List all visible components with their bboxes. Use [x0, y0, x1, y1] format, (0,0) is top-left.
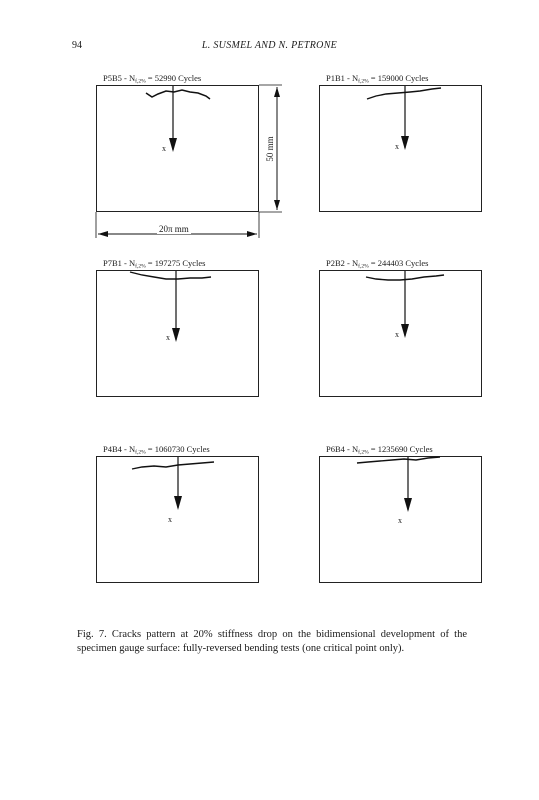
panel-label-prefix: P2B2 - N: [326, 258, 359, 268]
panel-label-suffix: = 159000 Cycles: [368, 73, 429, 83]
crack-p1b1: [367, 88, 441, 99]
height-dimension-label: 50 mm: [265, 136, 275, 162]
axis-arrow-p5b5: [169, 86, 177, 152]
x-label-p7b1: x: [166, 333, 170, 342]
x-label-p5b5: x: [162, 144, 166, 153]
panel-label-suffix: = 1060730 Cycles: [145, 444, 210, 454]
panel-label-prefix: P4B4 - N: [103, 444, 136, 454]
axis-arrow-p2b2: [401, 271, 409, 338]
panel-label-subscript: f,2%: [358, 263, 369, 270]
panel-label-subscript: f,2%: [135, 78, 146, 85]
page-number: 94: [72, 40, 82, 51]
panel-label-prefix: P7B1 - N: [103, 258, 136, 268]
running-title: L. SUSMEL AND N. PETRONE: [201, 40, 338, 51]
panel-label-suffix: = 244403 Cycles: [368, 258, 429, 268]
x-label-p6b4: x: [398, 516, 402, 525]
panel-label-subscript: f,2%: [358, 78, 369, 85]
panel-label-prefix: P5B5 - N: [103, 73, 136, 83]
crack-p7b1: [130, 272, 211, 279]
width-dimension-label: 20π mm: [159, 224, 189, 234]
axis-arrow-p6b4: [404, 457, 412, 512]
axis-arrow-p7b1: [172, 271, 180, 342]
panel-label-suffix: = 1235690 Cycles: [368, 444, 433, 454]
panel-label-prefix: P6B4 - N: [326, 444, 359, 454]
x-label-p2b2: x: [395, 330, 399, 339]
crack-p4b4: [132, 462, 214, 469]
crack-p5b5: [146, 90, 210, 99]
x-label-p1b1: x: [395, 142, 399, 151]
crack-p6b4: [357, 457, 440, 463]
panel-label-prefix: P1B1 - N: [326, 73, 359, 83]
axis-arrow-p1b1: [401, 86, 409, 150]
panel-label-subscript: f,2%: [358, 449, 369, 456]
x-label-p4b4: x: [168, 515, 172, 524]
panel-label-suffix: = 197275 Cycles: [145, 258, 206, 268]
figure-caption: Fig. 7. Cracks pattern at 20% stiffness drop on the bidimensional development of the specimen gauge surface: fully-reversed bending tests (one critical point only).: [77, 629, 467, 654]
panel-label-subscript: f,2%: [135, 449, 146, 456]
panel-label-subscript: f,2%: [135, 263, 146, 270]
panel-label-suffix: = 52990 Cycles: [145, 73, 202, 83]
